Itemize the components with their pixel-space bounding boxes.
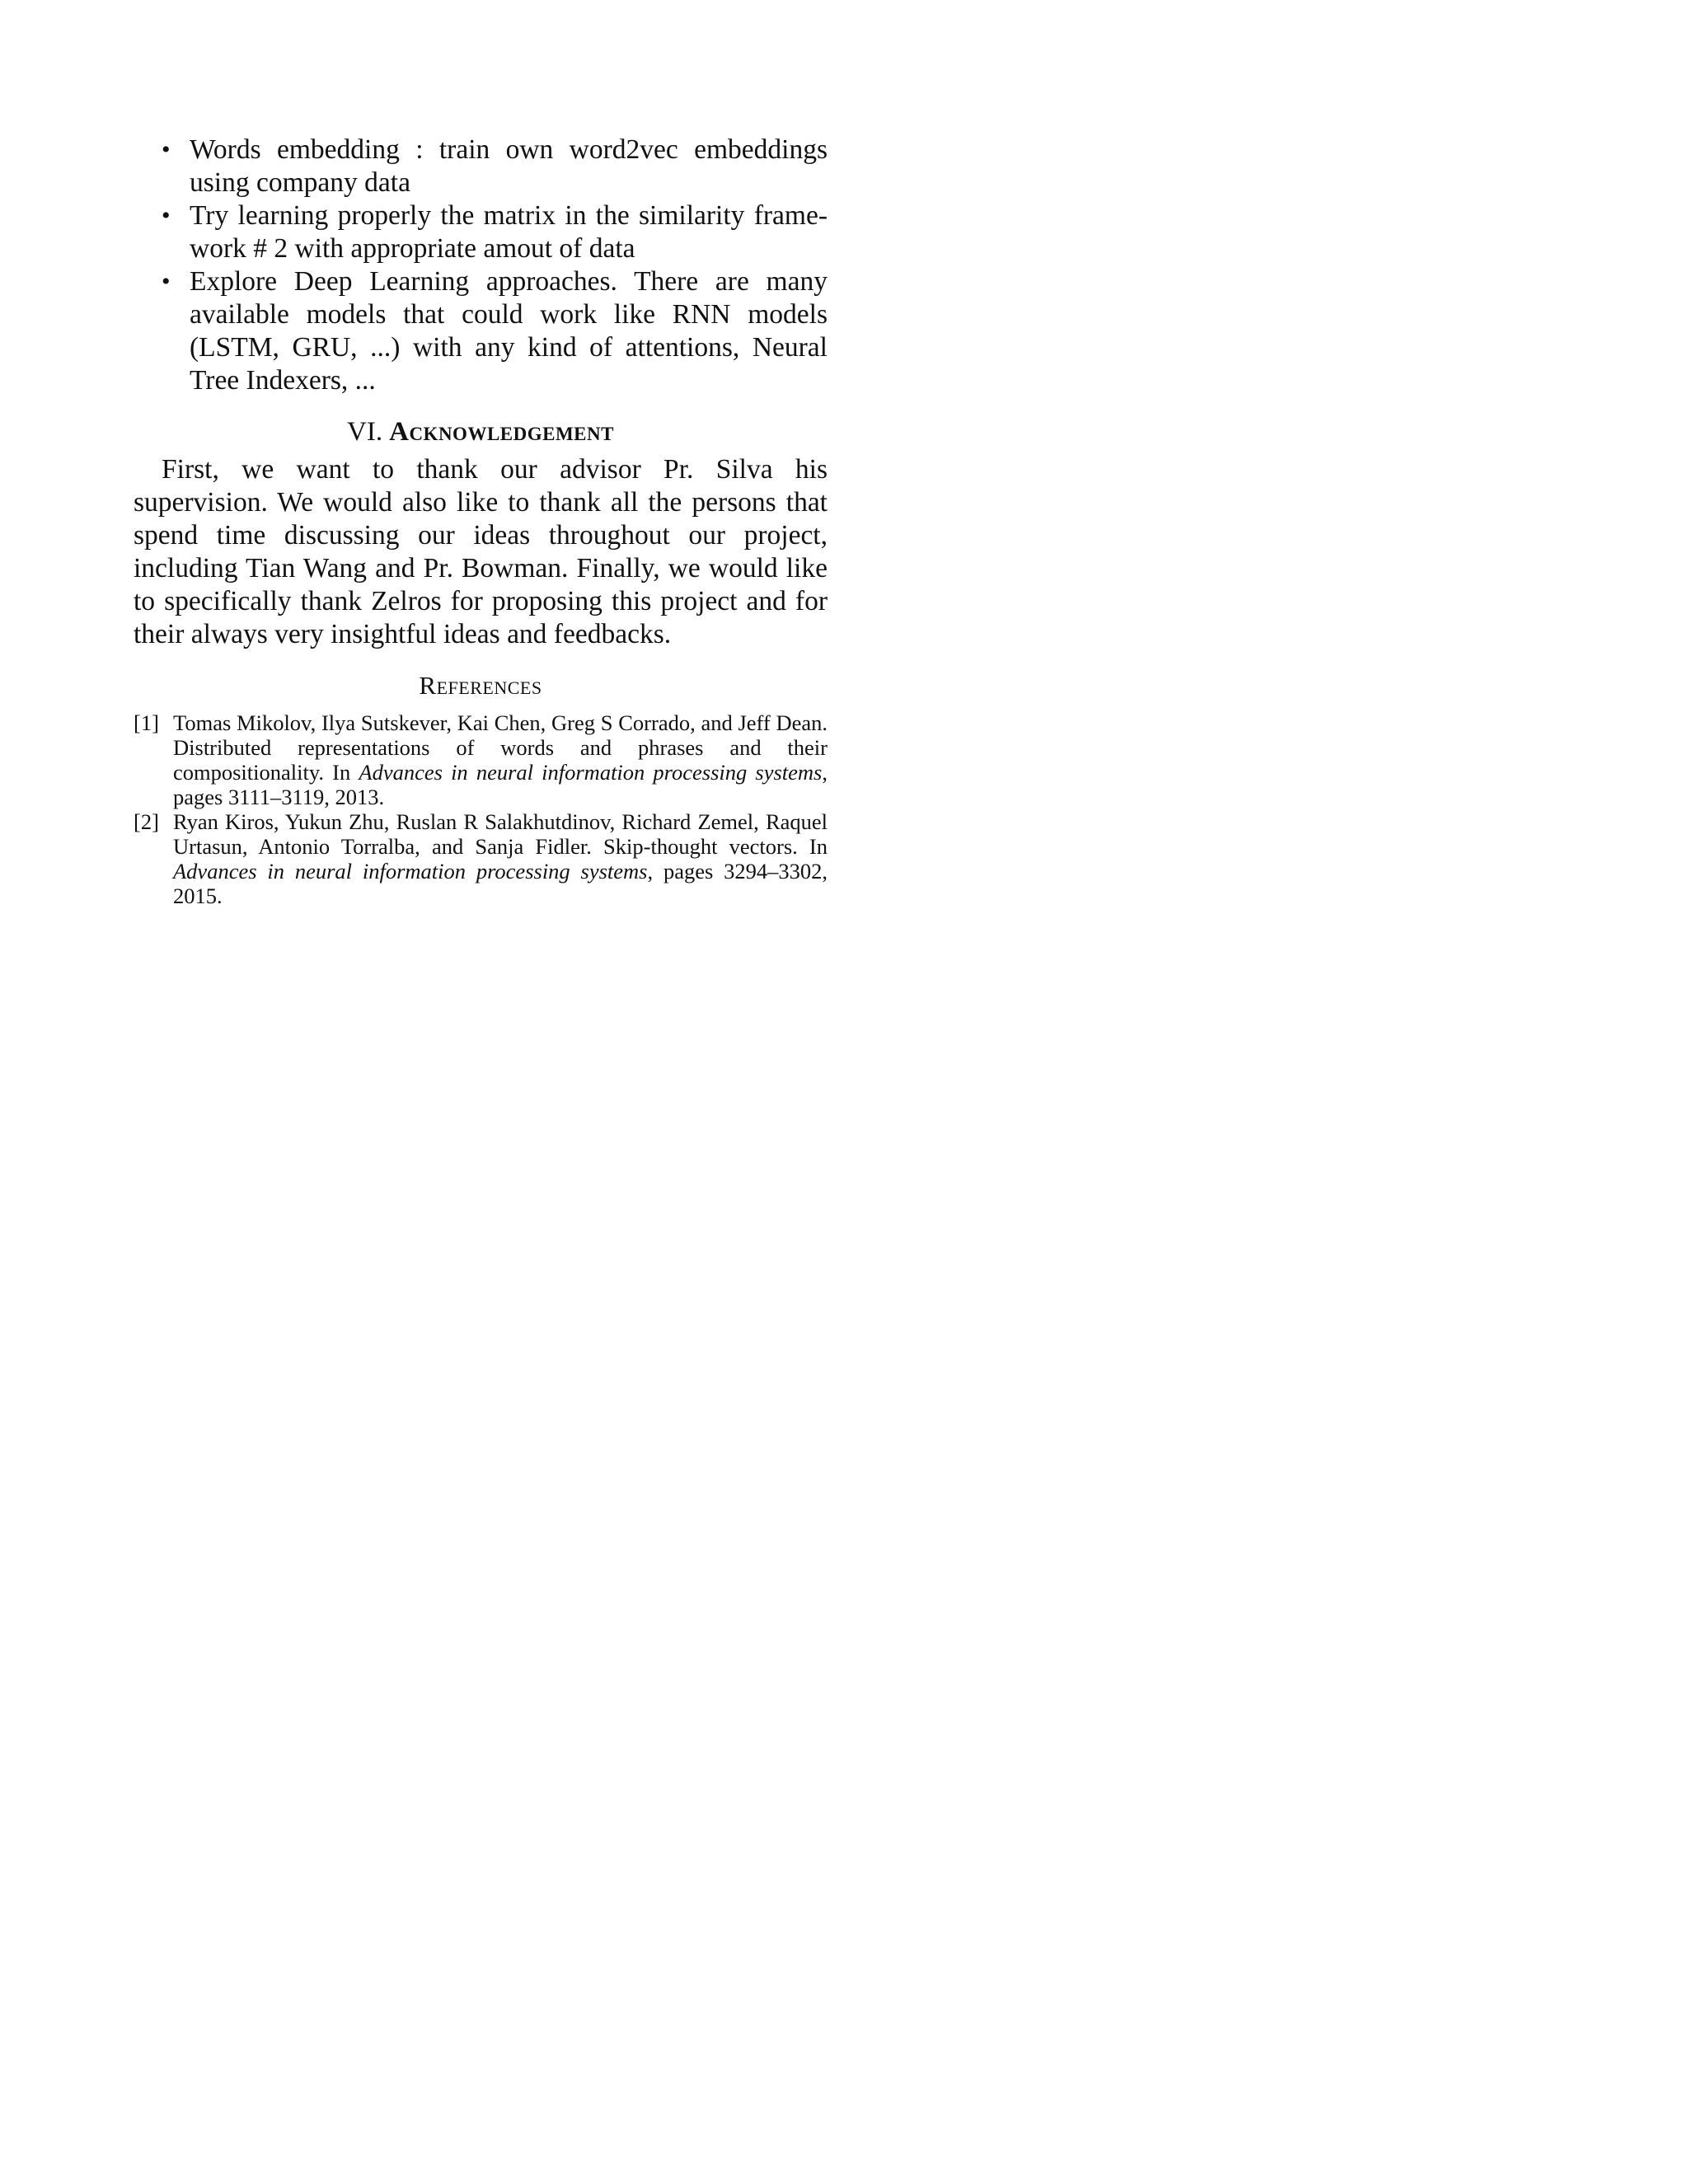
references-heading: References bbox=[419, 671, 542, 700]
bullet-icon: • bbox=[162, 136, 171, 163]
list-item-text: Try learning properly the matrix in the similarity frame-work # 2 with appropriate amout of data bbox=[190, 200, 828, 264]
section-title: Acknowledgement bbox=[389, 417, 614, 447]
reference-text-after: , pages 3111–3119, 2013. bbox=[173, 760, 828, 809]
bullet-icon: • bbox=[162, 268, 171, 295]
reference-venue: Advances in neural information processing systems bbox=[359, 760, 823, 785]
reference-item bbox=[134, 809, 828, 908]
list-item bbox=[134, 265, 828, 397]
section-number: VI. bbox=[347, 417, 383, 447]
text-column bbox=[134, 134, 828, 908]
reference-label: [1] bbox=[134, 710, 159, 735]
reference-venue: Advances in neural information processing systems bbox=[173, 859, 648, 883]
bullet-icon: • bbox=[162, 202, 171, 229]
reference-text-before: Ryan Kiros, Yukun Zhu, Ruslan R Salakhutdinov, Richard Zemel, Raquel Urtasun, Antonio Torralba, and Sanja Fidler. Skip-thought vectors. In bbox=[173, 809, 828, 859]
acknowledgement-heading bbox=[134, 415, 828, 448]
reference-text-after: , pages 3294–3302, 2015. bbox=[173, 859, 828, 908]
reference-label: [2] bbox=[134, 809, 159, 834]
reference-list bbox=[134, 710, 828, 908]
reference-item bbox=[134, 710, 828, 809]
future-work-list bbox=[134, 134, 828, 397]
list-item bbox=[134, 134, 828, 199]
list-item-text: Explore Deep Learning approaches. There are many available models that could work like RNN models (LSTM, GRU, ...) with any kind of attentions, Neural Tree Indexers, ... bbox=[190, 266, 828, 396]
acknowledgement-paragraph: First, we want to thank our advisor Pr. Silva his supervision. We would also like to thank all the persons that spend time discussing our ideas throughout our project, including Tian Wang and Pr. Bowman. Finally, we would like to specifically thank Zelros for proposing this project and for their always very insightful ideas and feedbacks. bbox=[134, 454, 828, 649]
reference-text-before: Tomas Mikolov, Ilya Sutskever, Kai Chen, Greg S Corrado, and Jeff Dean. Distributed representations of words and phrases and their compositionality. In bbox=[173, 710, 828, 785]
list-item bbox=[134, 199, 828, 265]
list-item-text: Words embedding : train own word2vec embeddings using company data bbox=[190, 134, 828, 198]
